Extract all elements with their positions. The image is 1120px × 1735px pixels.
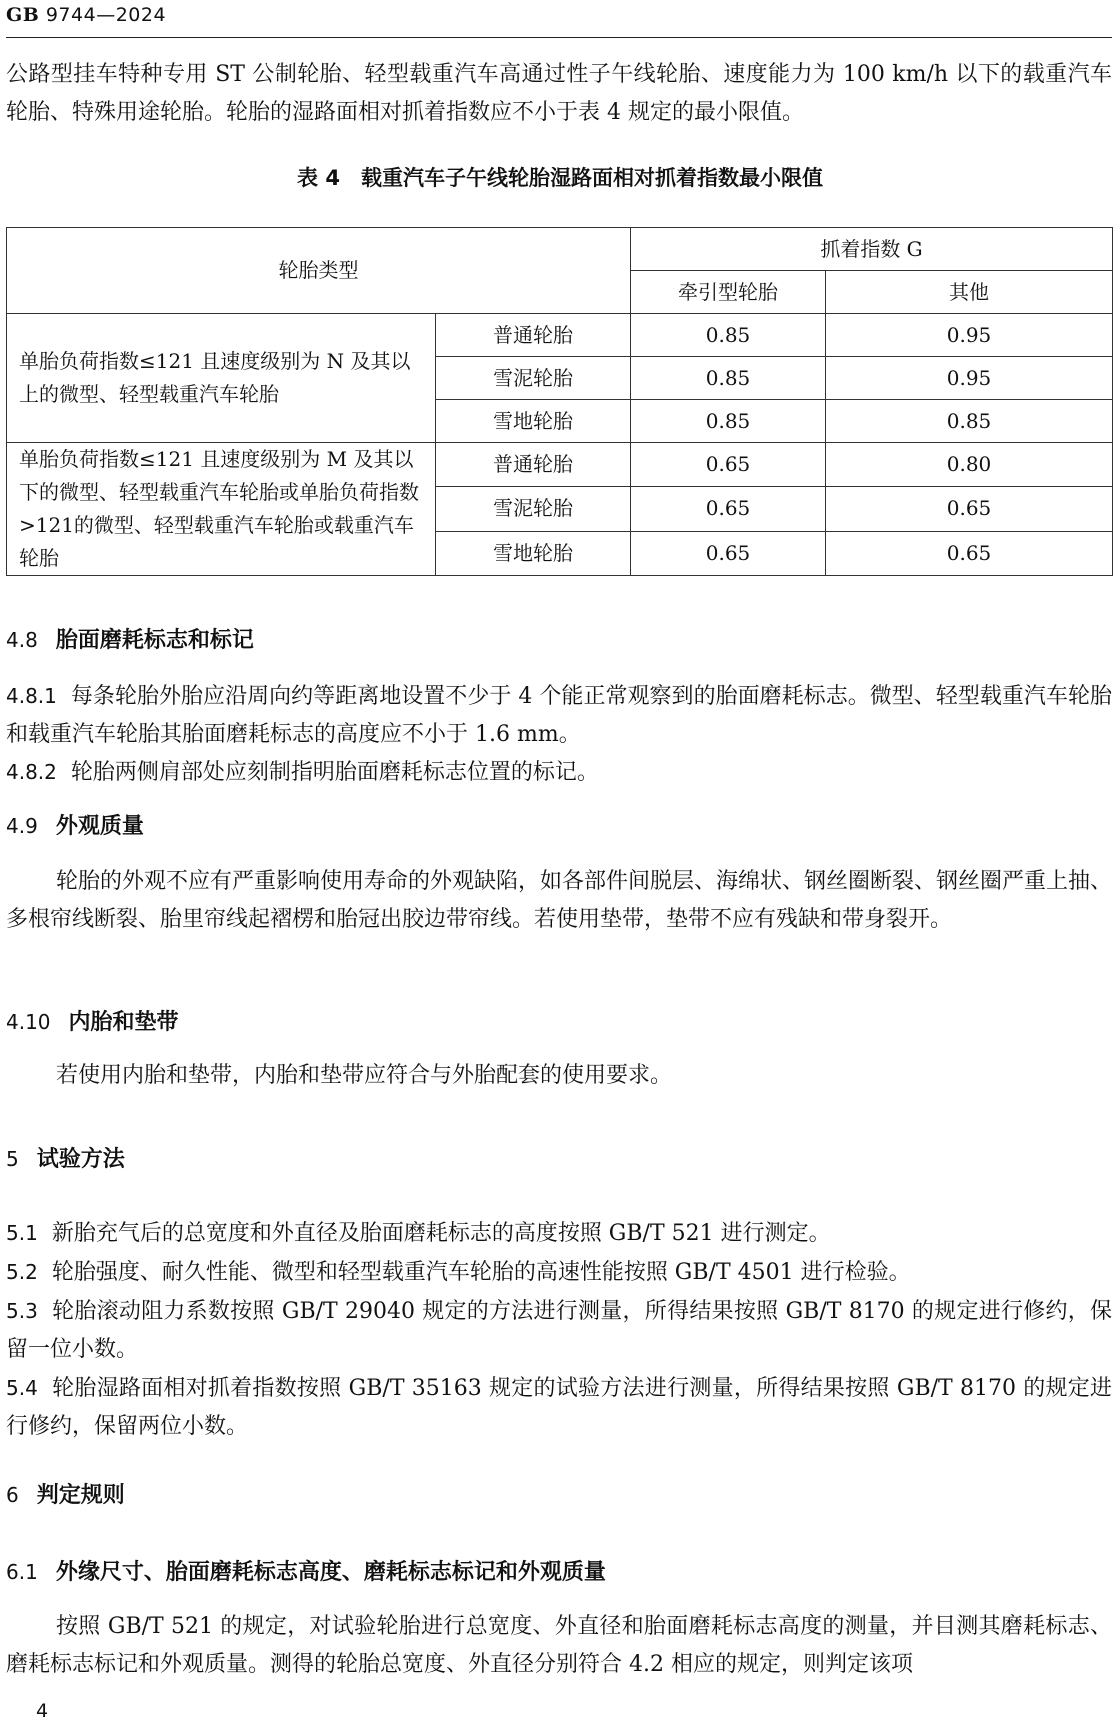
section-number: 6 bbox=[6, 1483, 19, 1507]
section-heading-4-9 bbox=[6, 811, 144, 842]
other-value-cell: 0.80 bbox=[826, 443, 1113, 487]
tire-type-cell: 雪泥轮胎 bbox=[436, 487, 631, 531]
header-other: 其他 bbox=[826, 271, 1113, 314]
section-heading-6 bbox=[6, 1480, 125, 1511]
clause-text: 新胎充气后的总宽度和外直径及胎面磨耗标志的高度按照 GB/T 521 进行测定。 bbox=[51, 1221, 831, 1246]
other-value-cell: 0.95 bbox=[826, 357, 1113, 400]
standard-number: 9744—2024 bbox=[45, 4, 167, 26]
traction-value-cell: 0.85 bbox=[631, 314, 826, 357]
section-title: 判定规则 bbox=[36, 1483, 125, 1508]
other-value-cell: 0.65 bbox=[826, 487, 1113, 531]
traction-value-cell: 0.65 bbox=[631, 531, 826, 575]
section-heading-4-8 bbox=[6, 625, 254, 656]
section-number: 4.8 bbox=[6, 628, 38, 652]
section-title: 内胎和垫带 bbox=[68, 1010, 179, 1035]
table-row bbox=[7, 314, 1113, 357]
page-number: 4 bbox=[36, 1700, 49, 1722]
intro-paragraph: 公路型挂车特种专用 ST 公制轮胎、轻型载重汽车高通过性子午线轮胎、速度能力为 100 km/h 以下的载重汽车轮胎、特殊用途轮胎。轮胎的湿路面相对抓着指数应不小于表 4 规定的最小限值。 bbox=[6, 62, 1112, 125]
section-heading-4-10 bbox=[6, 1007, 179, 1038]
section-title: 外缘尺寸、胎面磨耗标志高度、磨耗标志标记和外观质量 bbox=[55, 1560, 606, 1585]
tire-type-cell: 雪地轮胎 bbox=[436, 531, 631, 575]
category-cell: 单胎负荷指数≤121 且速度级别为 M 及其以下的微型、轻型载重汽车轮胎或单胎负荷指数>121的微型、轻型载重汽车轮胎或载重汽车轮胎 bbox=[7, 443, 436, 576]
tire-type-cell: 普通轮胎 bbox=[436, 443, 631, 487]
other-value-cell: 0.95 bbox=[826, 314, 1113, 357]
clause-5-1 bbox=[6, 1214, 1112, 1253]
grip-index-table bbox=[6, 227, 1113, 576]
traction-value-cell: 0.65 bbox=[631, 443, 826, 487]
clause-number: 4.8.1 bbox=[6, 684, 57, 708]
section-title: 胎面磨耗标志和标记 bbox=[55, 628, 254, 653]
clause-4-8-1 bbox=[6, 677, 1112, 754]
clause-5-2 bbox=[6, 1253, 1112, 1292]
section-number: 5 bbox=[6, 1147, 19, 1171]
table-row bbox=[7, 443, 1113, 487]
clause-text: 轮胎两侧肩部处应刻制指明胎面磨耗标志位置的标记。 bbox=[70, 760, 599, 785]
clause-5-4 bbox=[6, 1369, 1112, 1446]
section-title: 外观质量 bbox=[55, 814, 144, 839]
clause-number: 5.2 bbox=[6, 1260, 38, 1284]
clause-number: 5.3 bbox=[6, 1299, 38, 1323]
other-value-cell: 0.65 bbox=[826, 531, 1113, 575]
header-traction-tire: 牵引型轮胎 bbox=[631, 271, 826, 314]
tire-type-cell: 雪地轮胎 bbox=[436, 400, 631, 443]
category-cell: 单胎负荷指数≤121 且速度级别为 N 及其以上的微型、轻型载重汽车轮胎 bbox=[7, 314, 436, 443]
paragraph-4-9: 轮胎的外观不应有严重影响使用寿命的外观缺陷，如各部件间脱层、海绵状、钢丝圈断裂、钢丝圈严重上抽、多根帘线断裂、胎里帘线起褶楞和胎冠出胶边带帘线。若使用垫带，垫带不应有残缺和带身裂开。 bbox=[6, 869, 1113, 932]
clause-text: 每条轮胎外胎应沿周向约等距离地设置不少于 4 个能正常观察到的胎面磨耗标志。微型、轻型载重汽车轮胎和载重汽车轮胎其胎面磨耗标志的高度应不小于 1.6 mm。 bbox=[6, 684, 1112, 747]
traction-value-cell: 0.85 bbox=[631, 400, 826, 443]
clause-text: 轮胎湿路面相对抓着指数按照 GB/T 35163 规定的试验方法进行测量，所得结果按照 GB/T 8170 的规定进行修约，保留两位小数。 bbox=[6, 1376, 1112, 1439]
section-title: 试验方法 bbox=[36, 1147, 125, 1172]
section-number: 4.10 bbox=[6, 1010, 51, 1034]
clause-text: 轮胎滚动阻力系数按照 GB/T 29040 规定的方法进行测量，所得结果按照 GB/T 8170 的规定进行修约，保留一位小数。 bbox=[6, 1299, 1112, 1362]
table-header-row bbox=[7, 228, 1113, 271]
table-title: 表 4 载重汽车子午线轮胎湿路面相对抓着指数最小限值 bbox=[297, 166, 823, 190]
tire-type-cell: 雪泥轮胎 bbox=[436, 357, 631, 400]
clause-4-8-2 bbox=[6, 753, 1112, 792]
header-grip-index: 抓着指数 G bbox=[631, 228, 1113, 271]
section-heading-6-1 bbox=[6, 1557, 606, 1588]
other-value-cell: 0.85 bbox=[826, 400, 1113, 443]
section-number: 4.9 bbox=[6, 814, 38, 838]
header-tire-type: 轮胎类型 bbox=[7, 228, 631, 314]
traction-value-cell: 0.65 bbox=[631, 487, 826, 531]
paragraph-6-1: 按照 GB/T 521 的规定，对试验轮胎进行总宽度、外直径和胎面磨耗标志高度的测量，并目测其磨耗标志、磨耗标志标记和外观质量。测得的轮胎总宽度、外直径分别符合 4.2 相应的规定，则判定该项 bbox=[6, 1614, 1112, 1677]
clause-5-3 bbox=[6, 1292, 1112, 1369]
clause-number: 5.4 bbox=[6, 1376, 38, 1400]
paragraph-4-10: 若使用内胎和垫带，内胎和垫带应符合与外胎配套的使用要求。 bbox=[56, 1063, 673, 1088]
header-divider bbox=[6, 37, 1112, 38]
standard-code bbox=[6, 4, 166, 26]
clause-number: 4.8.2 bbox=[6, 760, 57, 784]
tire-type-cell: 普通轮胎 bbox=[436, 314, 631, 357]
clause-text: 轮胎强度、耐久性能、微型和轻型载重汽车轮胎的高速性能按照 GB/T 4501 进行检验。 bbox=[51, 1260, 911, 1285]
section-number: 6.1 bbox=[6, 1560, 38, 1584]
clause-number: 5.1 bbox=[6, 1221, 38, 1245]
traction-value-cell: 0.85 bbox=[631, 357, 826, 400]
section-heading-5 bbox=[6, 1144, 125, 1175]
standard-prefix: GB bbox=[6, 4, 40, 26]
